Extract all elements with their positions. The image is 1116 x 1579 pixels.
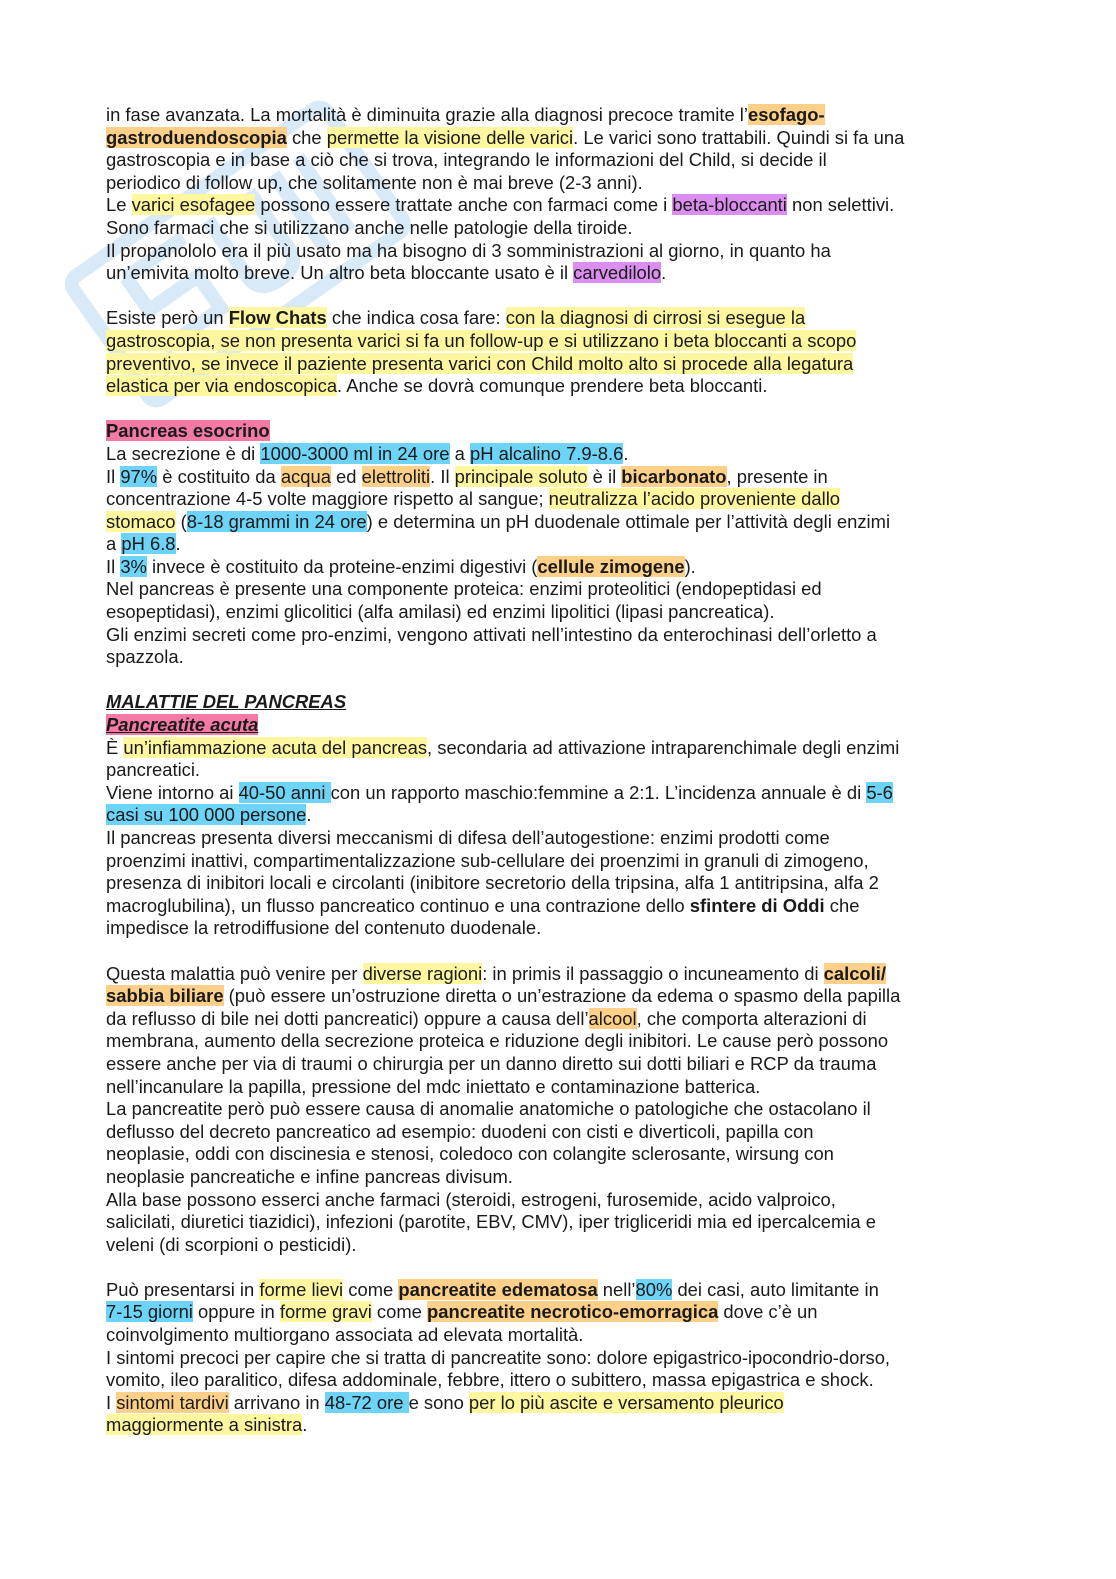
text-line: Alla base possono esserci anche farmaci (steroidi, estrogeni, furosemide, acido valproico, xyxy=(106,1188,836,1210)
text-line: membrana, aumento della secrezione proteica e riduzione degli inibitori. Le cause però possono xyxy=(106,1030,889,1052)
text-line: La pancreatite però può essere causa di anomalie anatomiche o patologiche che ostacolano il xyxy=(106,1098,871,1120)
text-line: essere anche per via di traumi o chirurgia per un danno diretto sui dotti biliari e RCP da trauma xyxy=(106,1052,877,1074)
text-line: È un’infiammazione acuta del pancreas, secondaria ad attivazione intraparenchimale degli enzimi xyxy=(106,736,900,758)
text-line: I sintomi tardivi arrivano in 48-72 ore e sono per lo più ascite e versamento pleurico xyxy=(106,1391,784,1413)
text-line: concentrazione 4-5 volte maggiore rispetto al sangue; neutralizza l’acido proveniente dallo xyxy=(106,488,841,510)
text-line: gastroscopia, se non presenta varici si fa un follow-up e si utilizzano i beta bloccanti a scopo xyxy=(106,329,857,351)
chapter-heading: MALATTIE DEL PANCREAS xyxy=(106,691,347,713)
section-heading: Pancreas esocrino xyxy=(106,420,270,442)
text-line: Viene intorno ai 40-50 anni con un rapporto maschio:femmine a 2:1. L’incidenza annuale è di 5-6 xyxy=(106,781,893,803)
text-line: gastroduendoscopia che permette la visione delle varici. Le varici sono trattabili. Quindi si fa una xyxy=(106,126,905,148)
text-line: Le varici esofagee possono essere trattate anche con farmaci come i beta-bloccanti non selettivi. xyxy=(106,194,895,216)
text-line: stomaco (8-18 grammi in 24 ore) e determina un pH duodenale ottimale per l’attività degli enzimi xyxy=(106,510,891,532)
text-line: Il 3% invece è costituito da proteine-enzimi digestivi (cellule zimogene). xyxy=(106,555,696,577)
text-line: a pH 6.8. xyxy=(106,533,181,555)
text-line: Gli enzimi secreti come pro-enzimi, vengono attivati nell’intestino da enterochinasi dell’orletto a xyxy=(106,623,877,645)
text-line: veleni (di scorpioni o pesticidi). xyxy=(106,1233,357,1255)
text-line: neoplasie, oddi con discinesia e stenosi, coledoco con colangite sclerosante, wirsung con xyxy=(106,1143,834,1165)
document-page xyxy=(106,104,1006,1437)
text-line: deflusso del decreto pancreatico ad esempio: duodeni con cisti e diverticoli, papilla con xyxy=(106,1120,814,1142)
section-heading: Pancreatite acuta xyxy=(106,714,259,736)
text-line: spazzola. xyxy=(106,646,184,668)
text-line: La secrezione è di 1000-3000 ml in 24 ore a pH alcalino 7.9-8.6. xyxy=(106,442,629,464)
text-line: 7-15 giorni oppure in forme gravi come pancreatite necrotico-emorragica dove c’è un xyxy=(106,1301,818,1323)
text-line: in fase avanzata. La mortalità è diminuita grazie alla diagnosi precoce tramite l’esofago- xyxy=(106,104,825,125)
text-line: Il pancreas presenta diversi meccanismi di difesa dell’autogestione: enzimi prodotti come xyxy=(106,827,830,848)
text-line: Questa malattia può venire per diverse ragioni: in primis il passaggio o incuneamento di calcoli/ xyxy=(106,962,886,984)
text-line: coinvolgimento multiorgano associata ad elevata mortalità. xyxy=(106,1324,584,1346)
text-line: maggiormente a sinistra. xyxy=(106,1414,308,1436)
text-line: impedisce la retrodiffusione del contenuto duodenale. xyxy=(106,917,542,939)
text-line: neoplasie pancreatiche e infine pancreas divisum. xyxy=(106,1165,513,1187)
text-line: salicilati, diuretici tiazidici), infezioni (parotite, EBV, CMV), iper trigliceridi mia ed ipercalcemia e xyxy=(106,1211,876,1233)
text-line: Può presentarsi in forme lievi come pancreatite edematosa nell’80% dei casi, auto limitante in xyxy=(106,1278,879,1300)
text-line: presenza di inibitori locali e circolanti (inibitore secretorio della tripsina, alfa 1 antitripsina, alfa 2 xyxy=(106,872,879,894)
text-line: I sintomi precoci per capire che si tratta di pancreatite sono: dolore epigastrico-ipocondrio-dorso, xyxy=(106,1346,891,1368)
text-line: da reflusso di bile nei dotti pancreatici) oppure a causa dell’alcool, che comporta alterazioni di xyxy=(106,1007,867,1029)
text-line: un’emivita molto breve. Un altro beta bloccante usato è il carvedilolo. xyxy=(106,262,667,284)
text-line: proenzimi inattivi, compartimentalizzazione sub-cellulare dei proenzimi in granuli di zimogeno, xyxy=(106,849,869,871)
text-line: pancreatici. xyxy=(106,759,201,781)
text-line: macroglubilina), un flusso pancreatico continuo e una contrazione dello sfintere di Oddi che xyxy=(106,894,860,916)
text-line: Esiste però un Flow Chats che indica cosa fare: con la diagnosi di cirrosi si esegue la xyxy=(106,307,806,329)
text-line: sabbia biliare (può essere un’ostruzione diretta o un’estrazione da edema o spasmo della papilla xyxy=(106,985,901,1007)
text-line: esopeptidasi), enzimi glicolitici (alfa amilasi) ed enzimi lipolitici (lipasi pancreatica). xyxy=(106,601,775,623)
text-line: Sono farmaci che si utilizzano anche nelle patologie della tiroide. xyxy=(106,216,633,238)
text-line: casi su 100 000 persone. xyxy=(106,804,312,826)
text-line: elastica per via endoscopica. Anche se dovrà comunque prendere beta bloccanti. xyxy=(106,375,768,397)
text-line: Il propanololo era il più usato ma ha bisogno di 3 somministrazioni al giorno, in quanto ha xyxy=(106,239,831,261)
text-line: Il 97% è costituito da acqua ed elettroliti. Il principale soluto è il bicarbonato, presente in xyxy=(106,465,828,487)
text-line: nell’incanulare la papilla, pressione del mdc iniettato e contaminazione batterica. xyxy=(106,1075,761,1097)
text-line: gastroscopia e in base a ciò che si trova, integrando le informazioni del Child, si decide il xyxy=(106,149,827,171)
text-line: preventivo, se invece il paziente presenta varici con Child molto alto si procede alla legatura xyxy=(106,352,854,374)
text-line: periodico di follow up, che solitamente non è mai breve (2-3 anni). xyxy=(106,171,643,193)
text-line: Nel pancreas è presente una componente proteica: enzimi proteolitici (endopeptidasi ed xyxy=(106,578,822,600)
text-line: vomito, ileo paralitico, difesa addominale, febbre, ittero o subittero, massa epigastrica e shock. xyxy=(106,1369,874,1391)
